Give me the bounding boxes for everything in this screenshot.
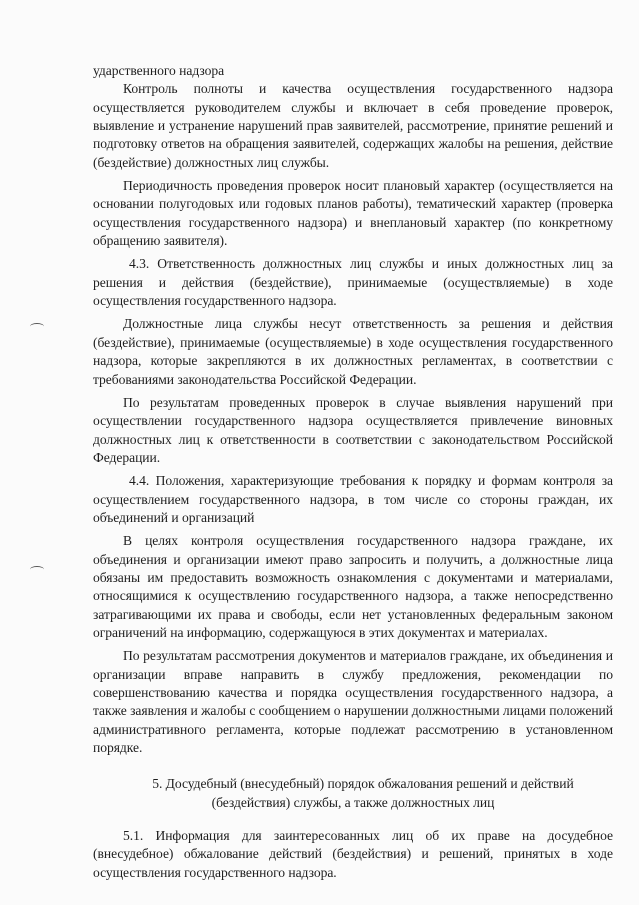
paragraph-periodicity: Периодичность проведения проверок носит плановый характер (осуществляется на основании полугодовых или годовых планов работы), тематический характер (проверка осуществления государственного надзора) и внеплановый характер (по конкретному обращению заявителя). (93, 178, 613, 249)
paragraph-inspection-results: По результатам проведенных проверок в случае выявления нарушений при осуществлении государственного надзора осуществляется привлечение виновных должностных лиц к ответственности в соответствии с законодательством Российской Федерации. (93, 394, 613, 465)
paragraph-control-quality: Контроль полноты и качества осуществления государственного надзора осуществляется руководителем службы и включает в себя проведение проверок, выявление и устранение нарушений прав заявителей, рассмотрение, принятие решений и подготовку ответов на обращения заявителей, содержащих жалобы на решения, действие (бездействие) должностных лиц службы. (93, 81, 613, 170)
subsection-heading-4-3: 4.3. Ответственность должностных лиц службы и иных должностных лиц за решения и действия (бездействие), принимаемые (осуществляемые) в ходе осуществления государственного надзора. (93, 256, 613, 309)
paragraph-continuation: ударственного надзора (93, 63, 225, 78)
paragraph-review-results: По результатам рассмотрения документов и материалов граждане, их объединения и организации вправе направить в службу предложения, рекомендации по совершенствованию качества и порядка осуществления государственного надзора, а также заявления и жалобы с сообщением о нарушении должностными лицами положений административного регламента, которые подлежат рассмотрению в установленном порядке. (93, 648, 613, 756)
paragraph-officials-responsibility: Должностные лица службы несут ответственность за решения и действия (бездействие), принимаемые (осуществляемые) в ходе осуществления государственного надзора, которые закрепляются в их должностных регламентах, в соответствии с требованиями законодательства Российской Федерации. (93, 316, 613, 387)
section-heading-5: 5. Досудебный (внесудебный) порядок обжалования решений и действий (бездействия) службы, а также должностных лиц (152, 776, 574, 810)
subsection-heading-4-4: 4.4. Положения, характеризующие требования к порядку и формам контроля за осуществлением государственного надзора, в том числе со стороны граждан, их объединений и организаций (93, 473, 613, 525)
document-page (93, 62, 613, 882)
margin-mark-upper (30, 323, 44, 330)
paragraph-5-1: 5.1. Информация для заинтересованных лиц об их праве на досудебное (внесудебное) обжалование действий (бездействия) и решений, принятых в ходе осуществления государственного надзора. (93, 828, 613, 880)
paragraph-citizens-control: В целях контроля осуществления государственного надзора граждане, их объединения и организации имеют право запросить и получить, а должностные лица обязаны им предоставить возможность ознакомления с документами и материалами, относящимися к осуществлению государственного надзора, а также непосредственно затрагивающими их права и свободы, если нет установленных федеральным законом ограничений на информацию, содержащуюся в этих документах и материалах. (93, 533, 613, 640)
margin-mark-lower (30, 566, 44, 573)
